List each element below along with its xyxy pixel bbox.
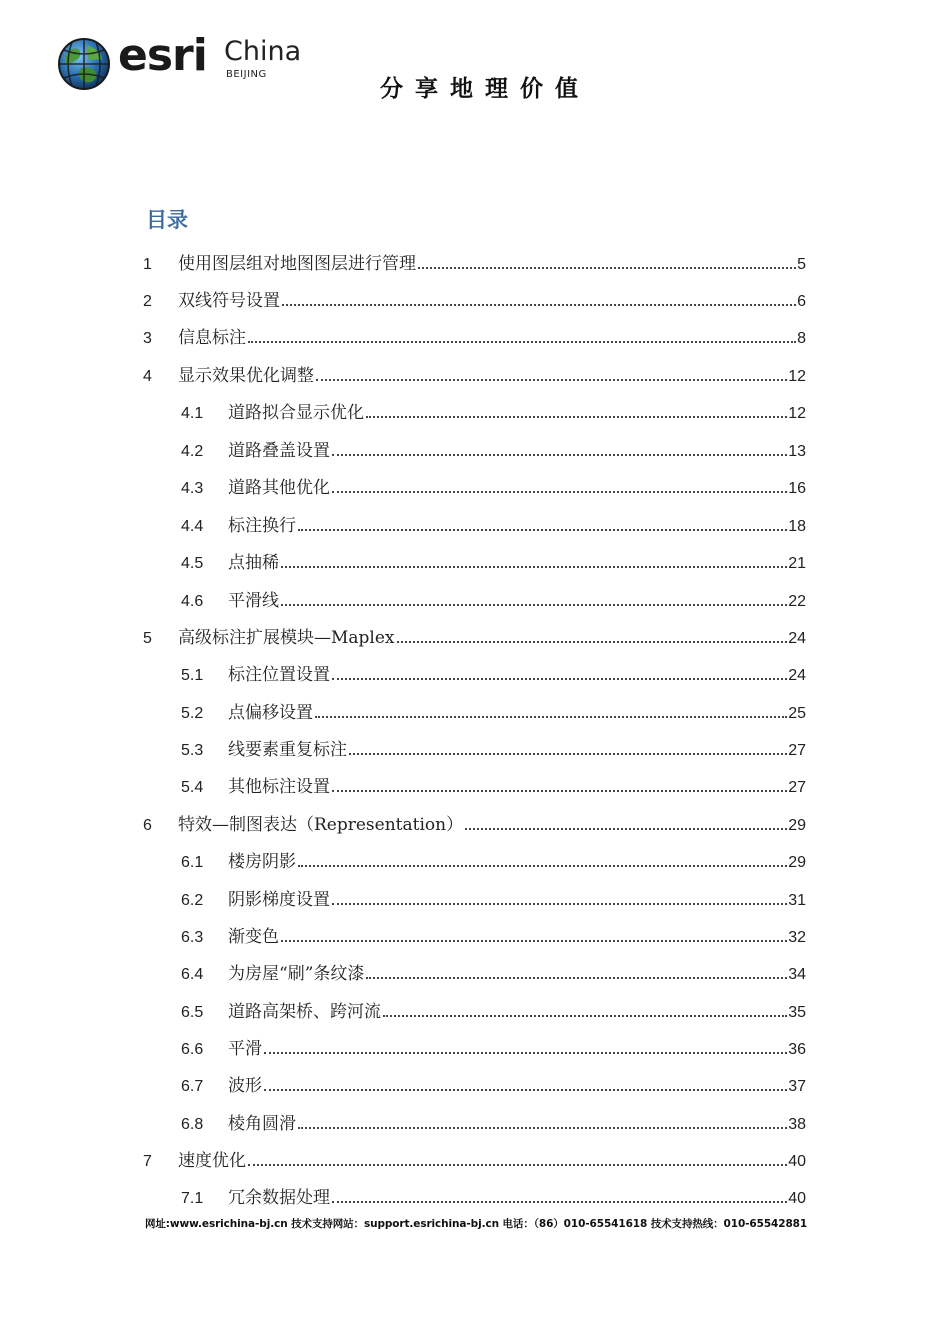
page-footer: 网址:www.esrichina-bj.cn 技术支持网站：support.esrichina-bj.cn 电话：（86）010-65541618 技术支持热线：010-65542881 xyxy=(145,1218,808,1230)
toc-entry[interactable] xyxy=(143,318,806,348)
toc-entry-title: 波形 xyxy=(228,1076,262,1096)
toc-entry[interactable] xyxy=(143,992,806,1022)
toc-entry-page: 25 xyxy=(788,705,806,722)
toc-entry-page: 40 xyxy=(788,1153,806,1170)
toc-entry[interactable] xyxy=(143,1141,806,1171)
toc-entry[interactable] xyxy=(143,655,806,685)
toc-entry-page: 37 xyxy=(788,1078,806,1095)
logo-brand: esri xyxy=(118,30,207,81)
toc-leader-dots xyxy=(332,1201,787,1203)
toc-entry[interactable] xyxy=(143,356,806,386)
toc-title: 目录 xyxy=(146,207,188,232)
toc-entry[interactable] xyxy=(143,543,806,573)
toc-leader-dots xyxy=(298,865,787,867)
toc-entry[interactable] xyxy=(143,281,806,311)
toc-entry-page: 36 xyxy=(788,1041,806,1058)
toc-entry-number: 4.6 xyxy=(181,593,204,610)
toc-entry-title: 双线符号设置 xyxy=(178,291,280,311)
toc-entry-title: 信息标注 xyxy=(178,328,246,348)
toc-leader-dots xyxy=(264,1089,787,1091)
toc-entry[interactable] xyxy=(143,693,806,723)
toc-entry-title: 其他标注设置 xyxy=(228,777,330,797)
toc-entry-number: 5.1 xyxy=(181,667,204,684)
toc-leader-dots xyxy=(465,828,787,830)
toc-entry-page: 12 xyxy=(788,405,806,422)
toc-leader-dots xyxy=(349,753,787,755)
header-slogan: 分享地理价值 xyxy=(380,75,590,102)
toc-entry-title: 道路拟合显示优化 xyxy=(228,403,364,423)
toc-entry[interactable] xyxy=(143,880,806,910)
toc-entry-title: 棱角圆滑 xyxy=(228,1114,296,1134)
toc-entry-title: 点偏移设置 xyxy=(228,703,313,723)
toc-leader-dots xyxy=(397,641,788,643)
toc-entry-page: 27 xyxy=(788,779,806,796)
toc-entry-page: 12 xyxy=(788,368,806,385)
toc-entry-number: 6.7 xyxy=(181,1078,204,1095)
toc-entry-page: 5 xyxy=(797,256,806,273)
toc-entry-title: 显示效果优化调整 xyxy=(178,366,314,386)
toc-entry-page: 29 xyxy=(788,817,806,834)
toc-entry[interactable] xyxy=(143,244,806,274)
toc-entry-title: 速度优化 xyxy=(178,1151,246,1171)
toc-entry-page: 38 xyxy=(788,1116,806,1133)
toc-entry-title: 阴影梯度设置 xyxy=(228,890,330,910)
toc-leader-dots xyxy=(281,940,787,942)
toc-entry-page: 13 xyxy=(788,443,806,460)
toc-entry-title: 道路其他优化 xyxy=(228,478,330,498)
toc-leader-dots xyxy=(366,977,787,979)
logo-region: China xyxy=(224,36,302,67)
toc-leader-dots xyxy=(383,1015,787,1017)
toc-leader-dots xyxy=(264,1052,787,1054)
toc-entry-page: 24 xyxy=(788,630,806,647)
toc-leader-dots xyxy=(332,491,787,493)
toc-entry-number: 1 xyxy=(143,256,152,273)
toc-entry[interactable] xyxy=(143,842,806,872)
toc-entry-page: 22 xyxy=(788,593,806,610)
toc-entry-number: 4.1 xyxy=(181,405,204,422)
toc-entry-number: 5.4 xyxy=(181,779,204,796)
toc-entry[interactable] xyxy=(143,1066,806,1096)
toc-entry-page: 16 xyxy=(788,480,806,497)
toc-entry-number: 6.4 xyxy=(181,966,204,983)
toc-entry-number: 4.2 xyxy=(181,443,204,460)
toc-entry-page: 27 xyxy=(788,742,806,759)
toc-leader-dots xyxy=(332,903,787,905)
toc-entry-number: 7.1 xyxy=(181,1190,204,1207)
toc-entry-page: 24 xyxy=(788,667,806,684)
toc-leader-dots xyxy=(315,716,787,718)
toc-entry-number: 4 xyxy=(143,368,152,385)
toc-entry-title: 特效—制图表达（Representation） xyxy=(178,815,464,835)
toc-entry[interactable] xyxy=(143,581,806,611)
toc-entry[interactable] xyxy=(143,393,806,423)
toc-entry-title: 标注位置设置 xyxy=(228,665,330,685)
toc-leader-dots xyxy=(418,267,796,269)
toc-leader-dots xyxy=(248,1164,787,1166)
toc-entry-page: 34 xyxy=(788,966,806,983)
toc-entry-title: 平滑线 xyxy=(228,591,279,611)
toc-leader-dots xyxy=(332,790,787,792)
toc-entry-number: 5.3 xyxy=(181,742,204,759)
toc-entry-title: 使用图层组对地图图层进行管理 xyxy=(178,254,416,274)
toc-entry-number: 4.4 xyxy=(181,518,204,535)
toc-entry-number: 4.3 xyxy=(181,480,204,497)
toc-entry[interactable] xyxy=(143,1104,806,1134)
toc-entry-number: 4.5 xyxy=(181,555,204,572)
toc-entry-title: 平滑 xyxy=(228,1039,262,1059)
toc-entry-page: 8 xyxy=(797,330,806,347)
toc-entry-page: 35 xyxy=(788,1004,806,1021)
toc-entry-page: 31 xyxy=(788,892,806,909)
toc-entry-number: 3 xyxy=(143,330,152,347)
logo-city: BEIJING xyxy=(226,69,267,80)
toc-entry-title: 高级标注扩展模块—Maplex xyxy=(178,628,395,648)
toc-leader-dots xyxy=(298,529,787,531)
toc-leader-dots xyxy=(332,678,787,680)
toc-entry[interactable] xyxy=(143,618,806,648)
toc-entry-number: 6.8 xyxy=(181,1116,204,1133)
toc-entry-title: 为房屋“刷”条纹漆 xyxy=(228,964,365,984)
toc-entry[interactable] xyxy=(143,1029,806,1059)
toc-entry-number: 6.2 xyxy=(181,892,204,909)
toc-entry-page: 18 xyxy=(788,518,806,535)
toc-entry-page: 6 xyxy=(797,293,806,310)
globe-icon xyxy=(58,38,110,90)
toc-entry-title: 线要素重复标注 xyxy=(228,740,347,760)
toc-leader-dots xyxy=(332,454,787,456)
toc-leader-dots xyxy=(298,1127,787,1129)
toc-entry-number: 6.3 xyxy=(181,929,204,946)
toc-entry-title: 渐变色 xyxy=(228,927,279,947)
toc-entry-title: 点抽稀 xyxy=(228,553,279,573)
toc-leader-dots xyxy=(248,341,796,343)
toc-entry-number: 6.6 xyxy=(181,1041,204,1058)
toc-entry-number: 7 xyxy=(143,1153,152,1170)
toc-entry-title: 标注换行 xyxy=(228,516,296,536)
toc-entry-number: 5.2 xyxy=(181,705,204,722)
toc-entry[interactable] xyxy=(143,767,806,797)
toc-leader-dots xyxy=(316,379,787,381)
toc-entry-page: 32 xyxy=(788,929,806,946)
toc-entry-number: 2 xyxy=(143,293,152,310)
toc-entry-page: 29 xyxy=(788,854,806,871)
toc-entry-number: 6.5 xyxy=(181,1004,204,1021)
toc-entry-title: 冗余数据处理 xyxy=(228,1188,330,1208)
toc-entry-title: 楼房阴影 xyxy=(228,852,296,872)
toc-leader-dots xyxy=(281,604,787,606)
toc-entry-number: 5 xyxy=(143,630,152,647)
toc-entry-title: 道路叠盖设置 xyxy=(228,441,330,461)
toc-entry-number: 6 xyxy=(143,817,152,834)
toc-entry[interactable] xyxy=(143,506,806,536)
toc-entry[interactable] xyxy=(143,431,806,461)
toc-entry-title: 道路高架桥、跨河流 xyxy=(228,1002,381,1022)
toc-entry[interactable] xyxy=(143,730,806,760)
toc-leader-dots xyxy=(282,304,796,306)
toc-entry[interactable] xyxy=(143,805,806,835)
toc-leader-dots xyxy=(366,416,787,418)
toc-entry-page: 40 xyxy=(788,1190,806,1207)
toc-entry-page: 21 xyxy=(788,555,806,572)
toc-entry[interactable] xyxy=(143,1178,806,1208)
toc-entry[interactable] xyxy=(143,917,806,947)
toc-entry[interactable] xyxy=(143,468,806,498)
toc-entry-number: 6.1 xyxy=(181,854,204,871)
toc-leader-dots xyxy=(281,566,787,568)
esri-china-logo xyxy=(58,30,308,92)
toc-entry[interactable] xyxy=(143,954,806,984)
